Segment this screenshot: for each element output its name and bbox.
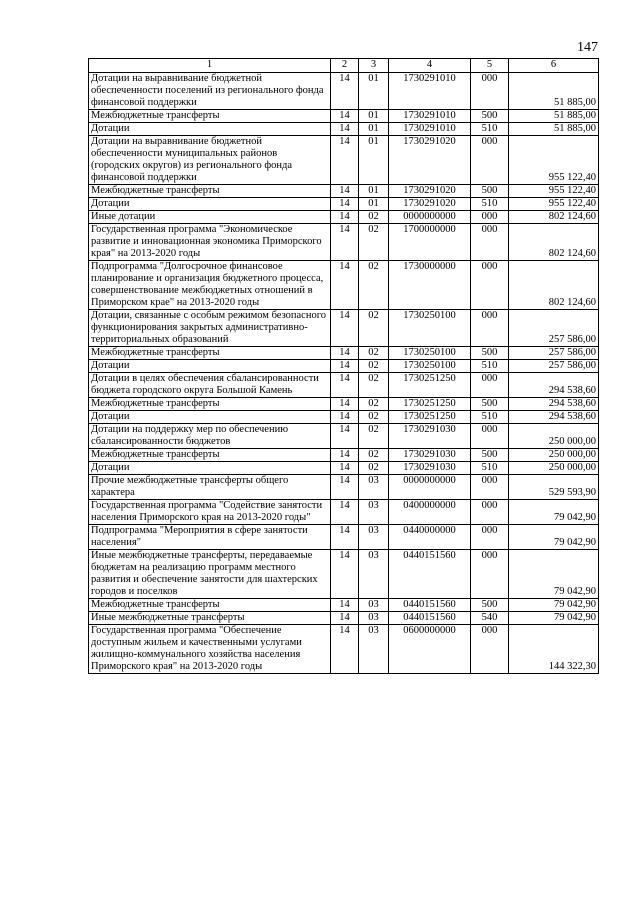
row-name: Дотации	[89, 411, 331, 424]
row-col-3: 01	[359, 123, 389, 136]
row-amount: 51 885,00	[509, 123, 599, 136]
row-name: Дотации на поддержку мер по обеспечению сбалансированности бюджетов	[89, 424, 331, 449]
budget-table	[88, 58, 599, 674]
row-col-2: 14	[331, 261, 359, 310]
row-amount: 250 000,00	[509, 449, 599, 462]
row-name: Межбюджетные трансферты	[89, 599, 331, 612]
row-amount: 257 586,00	[509, 347, 599, 360]
row-col-2: 14	[331, 347, 359, 360]
row-name: Межбюджетные трансферты	[89, 347, 331, 360]
row-name: Дотации	[89, 360, 331, 373]
row-col-5: 500	[471, 599, 509, 612]
row-col-4: 1730291030	[389, 462, 471, 475]
row-name: Дотации на выравнивание бюджетной обеспеченности муниципальных районов (городских округов) из регионального фонда финансовой поддержки	[89, 136, 331, 185]
row-amount: 802 124,60	[509, 224, 599, 261]
row-name: Подпрограмма "Мероприятия в сфере занятости населения"	[89, 525, 331, 550]
row-col-3: 03	[359, 500, 389, 525]
row-col-4: 1730291030	[389, 449, 471, 462]
header-col-3: 3	[359, 59, 389, 73]
row-col-2: 14	[331, 475, 359, 500]
row-col-3: 02	[359, 310, 389, 347]
row-col-5: 000	[471, 373, 509, 398]
row-col-5: 500	[471, 185, 509, 198]
row-col-5: 500	[471, 398, 509, 411]
row-name: Дотации	[89, 198, 331, 211]
row-col-5: 500	[471, 347, 509, 360]
row-col-3: 02	[359, 424, 389, 449]
row-col-5: 000	[471, 475, 509, 500]
row-name: Иные межбюджетные трансферты, передаваемые бюджетам на реализацию программ местного развития и обеспечение занятости для шахтерских городов и поселков	[89, 550, 331, 599]
table-row	[89, 347, 599, 360]
row-amount: 79 042,90	[509, 550, 599, 599]
row-name: Подпрограмма "Долгосрочное финансовое планирование и организация бюджетного процесса, совершенствование межбюджетных отношений в Приморском крае" на 2013-2020 годы	[89, 261, 331, 310]
row-col-4: 1730251250	[389, 373, 471, 398]
row-col-5: 000	[471, 261, 509, 310]
row-col-4: 0400000000	[389, 500, 471, 525]
row-name: Иные дотации	[89, 211, 331, 224]
row-col-5: 000	[471, 224, 509, 261]
table-row	[89, 261, 599, 310]
row-col-3: 03	[359, 525, 389, 550]
row-col-2: 14	[331, 198, 359, 211]
row-name: Межбюджетные трансферты	[89, 449, 331, 462]
row-amount: 802 124,60	[509, 261, 599, 310]
row-col-5: 000	[471, 550, 509, 599]
table-row	[89, 136, 599, 185]
row-col-3: 03	[359, 475, 389, 500]
row-col-2: 14	[331, 110, 359, 123]
table-row	[89, 525, 599, 550]
row-amount: 79 042,90	[509, 612, 599, 625]
header-col-6: 6	[509, 59, 599, 73]
header-col-5: 5	[471, 59, 509, 73]
table-row	[89, 424, 599, 449]
row-col-2: 14	[331, 424, 359, 449]
row-amount: 802 124,60	[509, 211, 599, 224]
table-row	[89, 449, 599, 462]
row-col-5: 500	[471, 110, 509, 123]
row-col-4: 1730250100	[389, 310, 471, 347]
row-col-2: 14	[331, 411, 359, 424]
row-col-3: 03	[359, 612, 389, 625]
row-col-5: 510	[471, 198, 509, 211]
row-name: Государственная программа "Обеспечение доступным жильем и качественными услугами жилищно-коммунального хозяйства населения Приморского края" на 2013-2020 годы	[89, 625, 331, 674]
row-amount: 250 000,00	[509, 424, 599, 449]
row-col-3: 01	[359, 73, 389, 110]
row-col-2: 14	[331, 73, 359, 110]
row-col-4: 1730291020	[389, 185, 471, 198]
table-row	[89, 398, 599, 411]
row-amount: 257 586,00	[509, 360, 599, 373]
row-name: Дотации	[89, 123, 331, 136]
row-col-4: 0440000000	[389, 525, 471, 550]
row-col-4: 1730251250	[389, 398, 471, 411]
header-col-4: 4	[389, 59, 471, 73]
row-name: Дотации	[89, 462, 331, 475]
row-col-2: 14	[331, 211, 359, 224]
header-col-2: 2	[331, 59, 359, 73]
row-name: Государственная программа "Экономическое развитие и инновационная экономика Приморского края" на 2013-2020 годы	[89, 224, 331, 261]
row-col-3: 01	[359, 185, 389, 198]
row-col-2: 14	[331, 449, 359, 462]
row-col-2: 14	[331, 123, 359, 136]
table-row	[89, 224, 599, 261]
table-row	[89, 500, 599, 525]
row-name: Прочие межбюджетные трансферты общего характера	[89, 475, 331, 500]
row-col-2: 14	[331, 550, 359, 599]
row-col-4: 0000000000	[389, 475, 471, 500]
row-col-4: 1700000000	[389, 224, 471, 261]
table-row	[89, 625, 599, 674]
row-col-3: 02	[359, 347, 389, 360]
row-col-4: 1730291010	[389, 123, 471, 136]
row-col-5: 510	[471, 123, 509, 136]
row-col-3: 01	[359, 198, 389, 211]
row-col-3: 03	[359, 599, 389, 612]
row-col-5: 000	[471, 310, 509, 347]
table-row	[89, 550, 599, 599]
row-col-3: 01	[359, 136, 389, 185]
row-col-3: 03	[359, 625, 389, 674]
row-name: Межбюджетные трансферты	[89, 110, 331, 123]
table-row	[89, 73, 599, 110]
row-col-5: 510	[471, 360, 509, 373]
row-col-3: 02	[359, 224, 389, 261]
row-col-5: 000	[471, 625, 509, 674]
table-row	[89, 123, 599, 136]
row-col-2: 14	[331, 185, 359, 198]
row-col-3: 02	[359, 398, 389, 411]
row-col-3: 02	[359, 462, 389, 475]
row-col-4: 1730251250	[389, 411, 471, 424]
table-row	[89, 599, 599, 612]
row-amount: 51 885,00	[509, 73, 599, 110]
row-col-3: 02	[359, 373, 389, 398]
row-amount: 955 122,40	[509, 198, 599, 211]
table-row	[89, 198, 599, 211]
row-amount: 529 593,90	[509, 475, 599, 500]
row-col-3: 02	[359, 211, 389, 224]
row-col-2: 14	[331, 373, 359, 398]
row-amount: 955 122,40	[509, 136, 599, 185]
row-amount: 144 322,30	[509, 625, 599, 674]
row-col-2: 14	[331, 310, 359, 347]
row-col-2: 14	[331, 525, 359, 550]
row-col-2: 14	[331, 625, 359, 674]
row-amount: 250 000,00	[509, 462, 599, 475]
row-col-5: 000	[471, 211, 509, 224]
table-row	[89, 612, 599, 625]
row-col-2: 14	[331, 224, 359, 261]
row-amount: 51 885,00	[509, 110, 599, 123]
table-row	[89, 211, 599, 224]
row-name: Межбюджетные трансферты	[89, 398, 331, 411]
row-name: Дотации на выравнивание бюджетной обеспеченности поселений из регионального фонда финансовой поддержки	[89, 73, 331, 110]
row-name: Дотации в целях обеспечения сбалансированности бюджета городского округа Большой Камень	[89, 373, 331, 398]
row-col-4: 1730291020	[389, 198, 471, 211]
header-col-1: 1	[89, 59, 331, 73]
row-col-4: 1730250100	[389, 360, 471, 373]
row-col-4: 0600000000	[389, 625, 471, 674]
row-amount: 294 538,60	[509, 398, 599, 411]
row-col-3: 03	[359, 550, 389, 599]
row-col-3: 02	[359, 411, 389, 424]
row-col-5: 000	[471, 500, 509, 525]
row-col-5: 000	[471, 136, 509, 185]
row-col-4: 1730291020	[389, 136, 471, 185]
row-col-5: 000	[471, 525, 509, 550]
table-row	[89, 475, 599, 500]
row-col-4: 1730291010	[389, 73, 471, 110]
row-amount: 955 122,40	[509, 185, 599, 198]
table-row	[89, 110, 599, 123]
row-col-2: 14	[331, 612, 359, 625]
row-amount: 294 538,60	[509, 373, 599, 398]
row-col-2: 14	[331, 360, 359, 373]
row-col-5: 540	[471, 612, 509, 625]
row-col-4: 0440151560	[389, 550, 471, 599]
table-row	[89, 462, 599, 475]
page-number: 147	[577, 40, 598, 55]
row-col-2: 14	[331, 599, 359, 612]
row-col-2: 14	[331, 462, 359, 475]
row-col-3: 02	[359, 449, 389, 462]
table-row	[89, 185, 599, 198]
table-row	[89, 310, 599, 347]
row-name: Государственная программа "Содействие занятости населения Приморского края на 2013-2020 годы"	[89, 500, 331, 525]
row-col-4: 1730291030	[389, 424, 471, 449]
row-col-5: 510	[471, 411, 509, 424]
row-col-3: 02	[359, 360, 389, 373]
row-col-4: 1730291010	[389, 110, 471, 123]
row-name: Дотации, связанные с особым режимом безопасного функционирования закрытых административно-территориальных образований	[89, 310, 331, 347]
row-col-4: 0440151560	[389, 612, 471, 625]
header-row	[89, 59, 599, 73]
row-amount: 79 042,90	[509, 500, 599, 525]
row-col-4: 1730250100	[389, 347, 471, 360]
row-name: Межбюджетные трансферты	[89, 185, 331, 198]
row-col-5: 510	[471, 462, 509, 475]
row-amount: 294 538,60	[509, 411, 599, 424]
row-col-5: 000	[471, 424, 509, 449]
table-row	[89, 360, 599, 373]
table-row	[89, 373, 599, 398]
row-col-2: 14	[331, 398, 359, 411]
row-col-4: 1730000000	[389, 261, 471, 310]
table-row	[89, 411, 599, 424]
row-col-2: 14	[331, 136, 359, 185]
row-name: Иные межбюджетные трансферты	[89, 612, 331, 625]
row-amount: 257 586,00	[509, 310, 599, 347]
row-amount: 79 042,90	[509, 599, 599, 612]
row-col-3: 02	[359, 261, 389, 310]
table-body	[89, 73, 599, 674]
row-col-5: 000	[471, 73, 509, 110]
row-col-4: 0440151560	[389, 599, 471, 612]
row-amount: 79 042,90	[509, 525, 599, 550]
row-col-3: 01	[359, 110, 389, 123]
row-col-4: 0000000000	[389, 211, 471, 224]
row-col-5: 500	[471, 449, 509, 462]
row-col-2: 14	[331, 500, 359, 525]
